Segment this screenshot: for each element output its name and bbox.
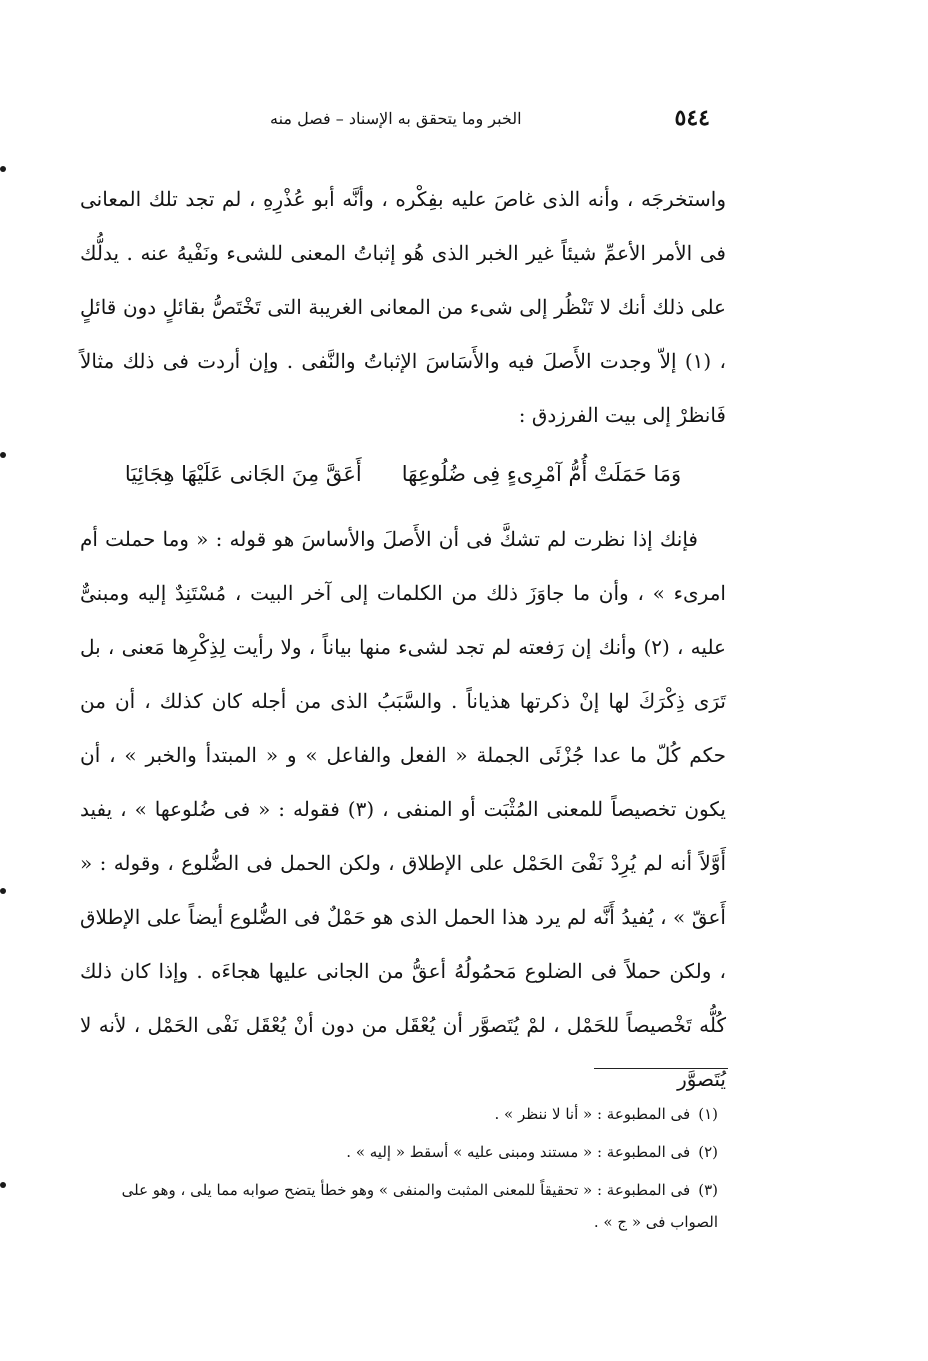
scan-edge-mark <box>0 166 6 172</box>
scan-edge-mark <box>0 452 6 458</box>
footnote-number: (١) <box>698 1105 718 1123</box>
footnote-3 <box>76 1174 736 1238</box>
page-number: ٥٤٤ <box>674 105 710 131</box>
footnote-separator <box>594 1068 728 1069</box>
verse-line <box>80 448 726 500</box>
footnote-number: (٣) <box>698 1181 718 1199</box>
footnotes <box>76 1098 736 1244</box>
footnote-number: (٢) <box>698 1143 718 1161</box>
verse-second-hemistich: أَعَقَّ مِنَ الجَانى عَلَيْهَا هِجَائِيَا <box>124 462 362 486</box>
footnote-1 <box>76 1098 736 1130</box>
scan-edge-mark <box>0 888 6 894</box>
footnote-text: فى المطبوعة : « تحقيقاً للمعنى المثبت والمنفى » وهو خطأ يتضح صوابه مما يلى ، وهو على الصواب فى « ج » . <box>121 1181 718 1231</box>
body-text <box>80 172 726 1106</box>
footnote-text: فى المطبوعة : « أنا لا ننظر » . <box>494 1105 691 1123</box>
footnote-2 <box>76 1136 736 1168</box>
verse-first-hemistich: وَمَا حَمَلَتْ أُمُّ آمْرِىءٍ فِى ضُلُوعِهَا <box>401 462 682 486</box>
paragraph-1: واستخرجَه ، وأنه الذى غاصَ عليه بفِكْره ، وأنَّه أبو عُذْرِهِ ، لم تجد تلك المعانى فى الأمر الأعمِّ شيئاً غير الخبر الذى هُو إثباتُ المعنى للشىء ونَفْيهُ عنه . يدلُّك على ذلك أنك لا تَنْظُر إلى شىء من المعانى الغريبة التى تَخْتَصُّ بقائلٍ دون قائلٍ ، (١) إلاّ وجدت الأَصلَ فيه والأَسَاسَ الإثباتُ والنَّفى . وإن أردت فى ذلك مثالاً فَانظرْ إلى بيت الفرزدق : <box>80 187 727 427</box>
page-header <box>270 100 710 136</box>
paragraph-2: فإنك إذا نظرت لم تشكَّ فى أن الأَصلَ والأساسَ هو قوله : « وما حملت أم امرىء » ، وأن ما جاوَزَ ذلك من الكلمات إلى آخر البيت ، مُسْتَنِدٌ إليه ومبنىٌّ عليه ، (٢) وأنك إن رَفعته لم تجد لشىء منها بياناً ، ولا رأيت لِذِكْرِها مَعنى ، بل تَرَى ذِكْرَكَ لها إنْ ذكرتها هذياناً . والسَّبَبُ الذى من أجله كان كذلك ، أن من حكم كُلّ ما عدا جُزْئَى الجملة « الفعل والفاعل » و « المبتدأ والخبر » ، أن يكون تخصيصاً للمعنى المُثْبَت أو المنفى ، (٣) فقوله : « فى ضُلوعها » ، يفيد أَوَّلاً أنه لم يُرِدْ نَفْىَ الحَمْل على الإطلاق ، ولكن الحمل فى الضُّلوع ، وقوله : « أَعقّ » ، يُفيدُ أَنَّه لم يرد هذا الحمل الذى هو حَمْلٌ فى الضُّلوع أيضاً على الإطلاق ، ولكن حملاً فى الضلوع مَحمُولُهُ أعقُّ من الجانى عليها هجاءَه . وإذا كان ذلك كُلُّه تَخْصيصاً للحَمْل ، لمْ يُتَصوَّر أن يُعْقَل من دون أنْ يُعْقَل نَفْى الحَمْل ، لأنه لا يُتَصوَّر <box>80 527 727 1091</box>
running-title: الخبر وما يتحقق به الإسناد – فصل منه <box>270 108 522 128</box>
footnote-text: فى المطبوعة : « مستند ومبنى عليه » أسقط « إليه » . <box>346 1143 691 1161</box>
scan-edge-mark <box>0 1182 6 1188</box>
